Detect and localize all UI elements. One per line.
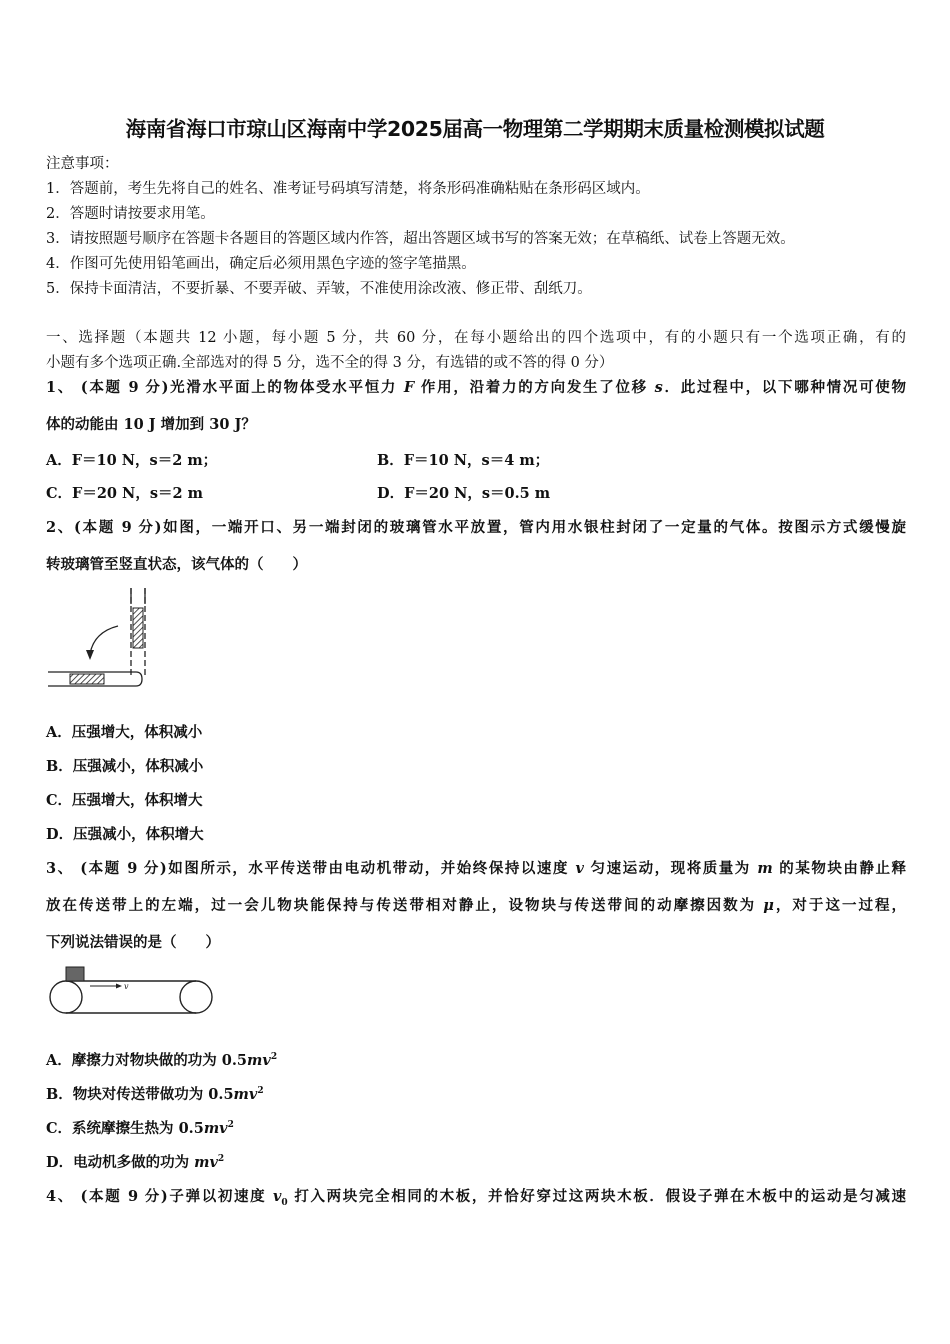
mercury-column-vertical (133, 608, 143, 648)
q1-option-c[interactable]: C．F＝20 N，s＝2 m (46, 485, 203, 502)
block-on-belt (66, 967, 84, 981)
q3-stem-line-3: 下列说法错误的是（ ） (46, 934, 220, 951)
section-heading-line-2: 小题有多个选项正确.全部选对的得 5 分，选不全的得 3 分，有选错的或不答的得 0 分） (46, 355, 614, 371)
q3-stem-line-2: 放在传送带上的左端，过一会儿物块能保持与传送带相对静止，设物块与传送带间的动摩擦因数为 μ，对于这一过程， (46, 897, 907, 914)
notice-heading: 注意事项： (46, 156, 119, 172)
q3-stem-line-1: 3、 (本题 9 分)如图所示，水平传送带由电动机带动，并始终保持以速度 v 匀速运动，现将质量为 m 的某物块由静止释 (46, 860, 906, 877)
velocity-label: v (124, 982, 129, 991)
left-pulley (50, 981, 82, 1013)
notice-item-1: 1．答题前，考生先将自己的姓名、准考证号码填写清楚，将条形码准确粘贴在条形码区域内。 (46, 181, 650, 197)
q3-option-a[interactable]: A．摩擦力对物块做的功为 $0.5mv^2$ (46, 1052, 278, 1069)
conveyor-belt-figure (46, 962, 218, 1022)
q1-option-d[interactable]: D．F＝20 N，s＝0.5 m (377, 485, 551, 502)
mercury-column-horizontal (70, 674, 104, 684)
notice-item-2: 2．答题时请按要求用笔。 (46, 206, 215, 222)
right-pulley (180, 981, 212, 1013)
q2-option-b[interactable]: B．压强减小，体积减小 (46, 758, 204, 775)
q1-stem-line-2: 体的动能由 10 J 增加到 30 J？ (46, 416, 256, 433)
glass-tube-figure (44, 584, 154, 694)
q2-option-c[interactable]: C．压强增大，体积增大 (46, 792, 203, 809)
section-heading-line-1: 一、选择题（本题共 12 小题，每小题 5 分，共 60 分，在每小题给出的四个选项中，有的小题只有一个选项正确，有的 (46, 330, 906, 346)
q2-stem-line-2: 转玻璃管至竖直状态，该气体的（ ） (46, 556, 307, 573)
vertical-tube (131, 588, 145, 678)
q3-option-b[interactable]: B．物块对传送带做功为 $0.5mv^2$ (46, 1086, 264, 1103)
page-title: 海南省海口市琼山区海南中学2025届高一物理第二学期期末质量检测模拟试题 (125, 117, 825, 141)
q3-option-d[interactable]: D．电动机多做的功为 $mv^2$ (46, 1154, 225, 1171)
q2-stem-line-1: 2、(本题 9 分)如图，一端开口、另一端封闭的玻璃管水平放置，管内用水银柱封闭了一定量的气体。按图示方式缓慢旋 (46, 519, 906, 536)
q2-option-a[interactable]: A．压强增大，体积减小 (46, 724, 203, 741)
horizontal-tube (48, 672, 142, 686)
velocity-arrow-icon (116, 984, 122, 989)
notice-item-5: 5．保持卡面清洁，不要折暴、不要弄破、弄皱，不准使用涂改液、修正带、刮纸刀。 (46, 281, 592, 297)
q4-stem-line-1: 4、 (本题 9 分)子弹以初速度 $v_0$ 打入两块完全相同的木板，并恰好穿过这两块木板．假设子弹在木板中的运动是匀减速 (46, 1188, 907, 1208)
rotation-arrow-icon (90, 626, 118, 654)
q1-option-a[interactable]: A．F＝10 N，s＝2 m； (46, 452, 218, 469)
q1-option-b[interactable]: B．F＝10 N，s＝4 m； (377, 452, 550, 469)
q3-option-c[interactable]: C．系统摩擦生热为 $0.5mv^2$ (46, 1120, 234, 1137)
q1-stem-line-1: 1、 (本题 9 分)光滑水平面上的物体受水平恒力 F 作用，沿着力的方向发生了位移 s．此过程中，以下哪种情况可使物 (46, 379, 906, 396)
q2-option-d[interactable]: D．压强减小，体积增大 (46, 826, 204, 843)
notice-item-4: 4．作图可先使用铅笔画出，确定后必须用黑色字迹的签字笔描黑。 (46, 256, 476, 272)
notice-item-3: 3．请按照题号顺序在答题卡各题目的答题区域内作答，超出答题区域书写的答案无效；在草稿纸、试卷上答题无效。 (46, 231, 795, 247)
